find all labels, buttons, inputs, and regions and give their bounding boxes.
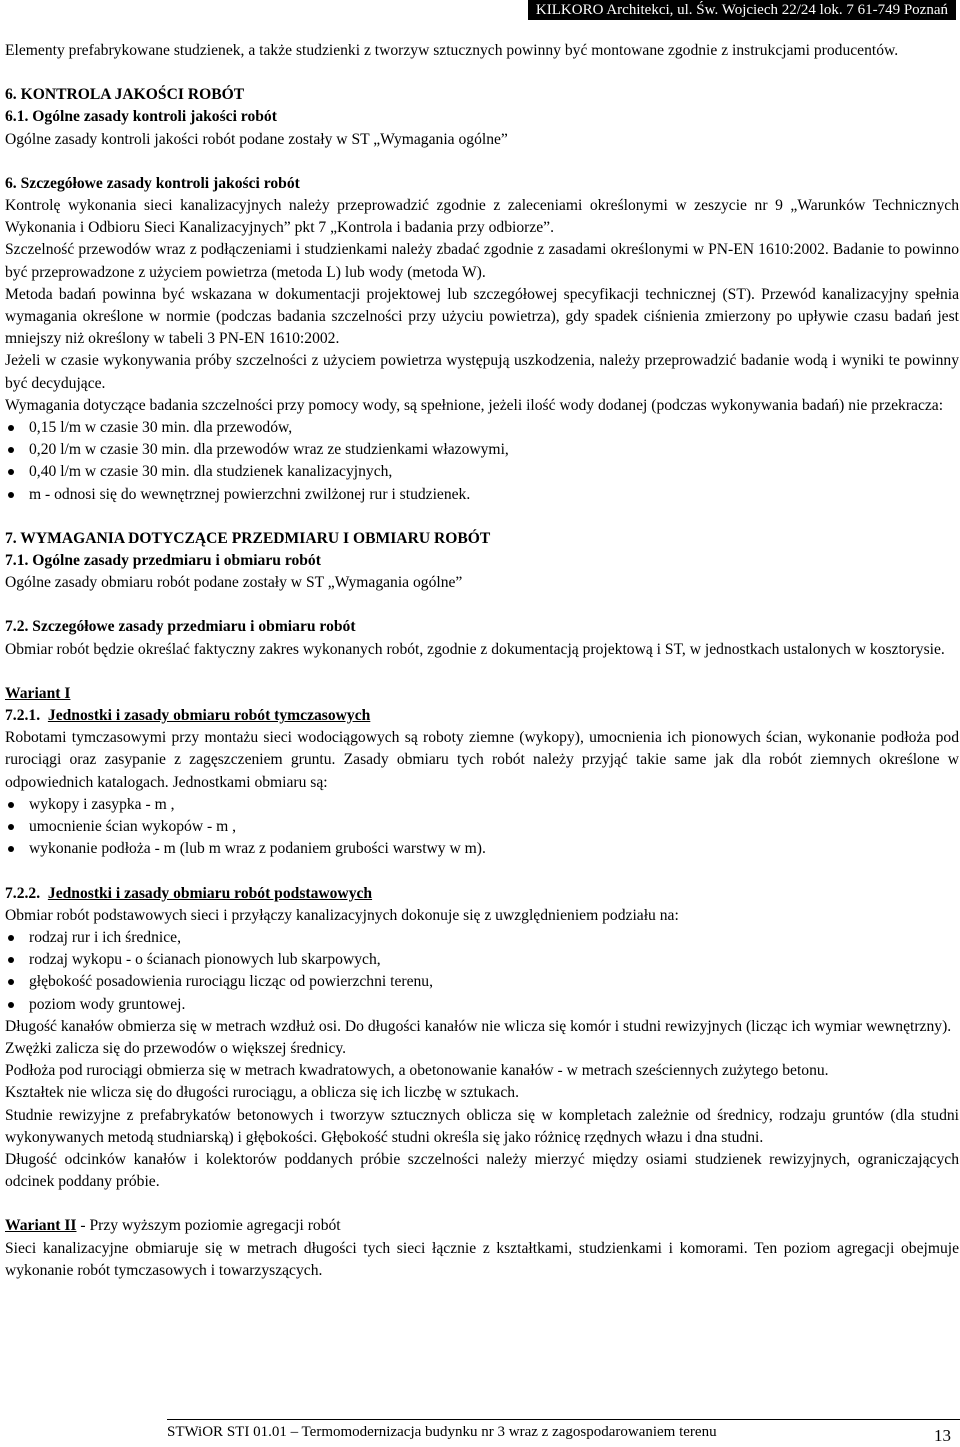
- bullet-icon: [8, 802, 14, 808]
- list-item: wykopy i zasypka - m ,: [5, 794, 959, 816]
- measurement-paragraph: Długość odcinków kanałów i kolektorów poddanych próbie szczelności należy mierzyć między osiami studzienek rewizyjnych, ograniczających odcinek poddany próbie.: [5, 1150, 959, 1191]
- bullet-icon: [8, 979, 14, 985]
- section-6-title: 6. KONTROLA JAKOŚCI ROBÓT: [5, 86, 245, 104]
- temporary-works-units-list: [5, 794, 959, 861]
- measurement-paragraph: Długość kanałów obmierza się w metrach wzdłuż osi. Do długości kanałów nie wlicza się komór i studni rewizyjnych (licząc ich wymiar wewnętrzny).: [5, 1017, 952, 1035]
- list-item: poziom wody gruntowej.: [5, 994, 959, 1016]
- section-6-2-paragraph: Jeżeli w czasie wykonywania próby szczelności z użyciem powietrza występują uszkodzenia, należy przeprowadzić badanie wodą i wyniki te powinny być decydujące.: [5, 352, 959, 392]
- list-item: głębokość posadowienia rurociągu licząc od powierzchni terenu,: [5, 971, 959, 993]
- section-7-2-2-text: Obmiar robót podstawowych sieci i przyłączy kanalizacyjnych dokonuje się z uwzględnieniem podziału na:: [5, 906, 679, 924]
- bullet-icon: [8, 469, 14, 475]
- footer-text: STWiOR STI 01.01 – Termomodernizacja budynku nr 3 wraz z zagospodarowaniem terenu: [167, 1424, 717, 1440]
- section-6-1-text: Ogólne zasady kontroli jakości robót podane zostały w ST „Wymagania ogólne”: [5, 130, 508, 148]
- bullet-icon: [8, 1002, 14, 1008]
- water-test-limits-list: [5, 417, 959, 506]
- section-7-2-2-title: 7.2.2. Jednostki i zasady obmiaru robót podstawowych: [5, 884, 373, 902]
- list-item: m - odnosi się do wewnętrznej powierzchni zwilżonej rur i studzienek.: [5, 484, 959, 506]
- page-footer: [0, 1421, 960, 1443]
- variant-2-text: Sieci kanalizacyjne obmiaruje się w metrach długości tych sieci łącznie z kształtkami, studzienkami i komorami. Ten poziom agregacji obejmuje wykonanie robót tymczasowych i towarzyszących.: [5, 1239, 959, 1279]
- list-item: 0,40 l/m w czasie 30 min. dla studzienek kanalizacyjnych,: [5, 461, 959, 483]
- bullet-icon: [8, 824, 14, 830]
- bullet-icon: [8, 957, 14, 963]
- section-7-2-title: 7.2. Szczegółowe zasady przedmiaru i obmiaru robót: [5, 618, 356, 636]
- list-item: wykonanie podłoża - m (lub m wraz z podaniem grubości warstwy w m).: [5, 838, 959, 860]
- section-6-2-title: 6. Szczegółowe zasady kontroli jakości robót: [5, 174, 300, 192]
- section-7-2-text: Obmiar robót będzie określać faktyczny zakres wykonanych robót, zgodnie z dokumentacją projektową i ST, w jednostkach ustalonych w kosztorysie.: [5, 640, 945, 658]
- footer-rule: [167, 1419, 960, 1420]
- intro-paragraph: Elementy prefabrykowane studzienek, a także studzienki z tworzyw sztucznych powinny być montowane zgodnie z instrukcjami producentów.: [5, 42, 899, 59]
- section-6-2-paragraph: Wymagania dotyczące badania szczelności przy pomocy wody, są spełnione, jeżeli ilość wody dodanej (podczas wykonywania badań) nie przekracza:: [5, 396, 944, 414]
- list-item: rodzaj rur i ich średnice,: [5, 927, 959, 949]
- section-6-1-title: 6.1. Ogólne zasady kontroli jakości robót: [5, 108, 277, 126]
- variant-1-title: Wariant I: [5, 684, 71, 702]
- section-6-2-paragraph: Metoda badań powinna być wskazana w dokumentacji projektowej lub szczegółowej specyfikacji technicznej (ST). Przewód kanalizacyjny spełnia wymagania określone w normie (podczas badania szczelności przy użyciu powietrza), gdy spadek ciśnienia zmierzony po upływie czasu badań jest mniejszy niż określony w tabeli 3 PN-EN 1610:2002.: [5, 285, 959, 348]
- section-7-1-title: 7.1. Ogólne zasady przedmiaru i obmiaru robót: [5, 552, 321, 570]
- list-item: umocnienie ścian wykopów - m ,: [5, 816, 959, 838]
- measurement-paragraph: Podłoża pod rurociągi obmierza się w metrach kwadratowych, a obetonowanie kanałów - w metrach sześciennych zużytego betonu.: [5, 1062, 829, 1080]
- bullet-icon: [8, 425, 14, 431]
- section-7-2-1-text: Robotami tymczasowymi przy montażu sieci wodociągowych są roboty ziemne (wykopy), umocnienia ich pionowych ścian, wykonanie podłoża pod rurociągi oraz zasypanie z zagęszczeniem gruntu. Zasady obmiaru tych robót należy przyjąć takie same jak dla robót ziemnych określone w odpowiednich katalogach. Jednostkami obmiaru są:: [5, 729, 959, 791]
- variant-2-title: Wariant II - Przy wyższym poziomie agregacji robót: [5, 1217, 341, 1235]
- section-7-title: 7. WYMAGANIA DOTYCZĄCE PRZEDMIARU I OBMIARU ROBÓT: [5, 529, 491, 547]
- bullet-icon: [8, 492, 14, 498]
- measurement-paragraph: Kształtek nie wlicza się do długości rurociągu, a oblicza się ich liczbę w sztukach.: [5, 1084, 519, 1102]
- list-item: 0,15 l/m w czasie 30 min. dla przewodów,: [5, 417, 959, 439]
- bullet-icon: [8, 935, 14, 941]
- bullet-icon: [8, 447, 14, 453]
- list-item: rodzaj wykopu - o ścianach pionowych lub skarpowych,: [5, 949, 959, 971]
- document-body: [5, 40, 959, 1282]
- measurement-paragraph: Zwężki zalicza się do przewodów o większej średnicy.: [5, 1039, 347, 1057]
- bullet-icon: [8, 846, 14, 852]
- basic-works-division-list: [5, 927, 959, 1016]
- section-6-2-paragraph: Kontrolę wykonania sieci kanalizacyjnych należy przeprowadzić zgodnie z zaleceniami określonymi w zeszycie nr 9 „Warunków Technicznych Wykonania i Odbioru Sieci Kanalizacyjnych” pkt 7 „Kontrola i badania przy odbiorze”.: [5, 197, 959, 237]
- section-6-2-paragraph: Szczelność przewodów wraz z podłączeniami i studzienkami należy zbadać zgodnie z zasadami określonymi w PN-EN 1610:2002. Badanie to powinno być przeprowadzone z użyciem powietrza (metoda L) lub wody (metoda W).: [5, 241, 959, 281]
- section-7-2-1-title: 7.2.1. Jednostki i zasady obmiaru robót tymczasowych: [5, 707, 371, 725]
- list-item: 0,20 l/m w czasie 30 min. dla przewodów wraz ze studzienkami włazowymi,: [5, 439, 959, 461]
- page-header: KILKORO Architekci, ul. Św. Wojciech 22/24 lok. 7 61-749 Poznań: [528, 0, 956, 20]
- section-7-1-text: Ogólne zasady obmiaru robót podane zostały w ST „Wymagania ogólne”: [5, 574, 463, 592]
- measurement-paragraph: Studnie rewizyjne z prefabrykatów betonowych i tworzyw sztucznych oblicza się w kompletach zależnie od średnicy, rodzaju gruntów (dla studni wykonywanych metodą studniarską) i głębokości. Głębokość studni określa się jako różnicę rzędnych włazu i dna studni.: [5, 1106, 959, 1146]
- page-number: 13: [934, 1426, 951, 1445]
